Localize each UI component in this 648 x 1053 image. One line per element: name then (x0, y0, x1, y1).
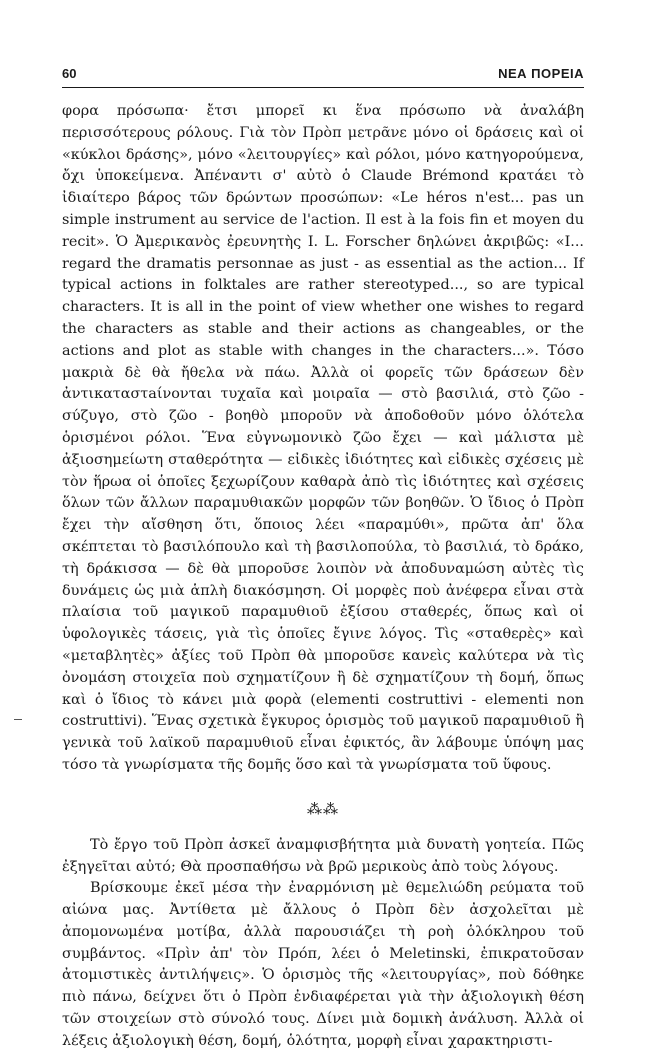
body-text (62, 101, 584, 1053)
header-rule (62, 87, 584, 88)
paragraph-2: Τὸ ἔργο τοῦ Πρὸπ ἀσκεῖ ἀναμφισβήτητα μιὰ δυνατὴ γοητεία. Πῶς ἐξηγεῖται αὐτό; Θὰ προσπαθήσω νὰ βρῶ μερικοὺς ἀπὸ τοὺς λόγους. (62, 836, 584, 875)
paragraph-3: Βρίσκουμε ἐκεῖ μέσα τὴν ἐναρμόνιση μὲ θεμελιώδη ρεύματα τοῦ αἰώνα μας. Ἀντίθετα μὲ ἄλλους ὁ Πρὸπ δὲν ἀσχολεῖται μὲ ἀπομονωμένα μοτίβα, ἀλλὰ παρουσιάζει τὴ ροὴ ὁλόκληρου τοῦ συμβάντος. «Πρὶν ἀπ' τὸν Πρόπ, λέει ὁ Meletinski, ἐπικρατοῦσαν ἀτομιστικὲς ἀντιλήψεις». Ὁ ὁρισμὸς τῆς «λειτουργίας», ποὺ δόθηκε πιὸ πάνω, δείχνει ὅτι ὁ Πρὸπ ἐνδιαφέρεται γιὰ τὴν ἀξιολογικὴ θέση τῶν στοιχείων στὸ σύνολό τους. Δίνει μιὰ δομικὴ ἀνάλυση. Ἀλλὰ οἱ λέξεις ἀξιολογικὴ θέση, δομή, ὁλότητα, μορφὴ εἶναι χαρακτηριστι- (62, 880, 584, 1049)
running-title: ΝΕΑ ΠΟΡΕΙΑ (498, 66, 584, 81)
margin-mark (14, 719, 22, 720)
section-ornament: ⁂⁂ (307, 799, 339, 818)
paragraph-1: φορα πρόσωπα· ἔτσι μπορεῖ κι ἕνα πρόσωπο νὰ ἀναλάβη περισσότερους ρόλους. Γιὰ τὸν Πρὸπ μετρᾶνε μόνο οἱ δράσεις καὶ οἱ «κύκλοι δράσης», μόνο «λειτουργίες» καὶ ρόλοι, μόνο κατηγορούμενα, ὄχι ὑποκείμενα. Ἀπέναντι σ' αὐτὸ ὁ Claude Brémond κρατάει τὸ ἰδιαίτερο βάρος τῶν δρώντων προσώπων: «Le héros n'est... pas un simple instrument au service de l'action. Il est à la fois fin et moyen du recit». Ὁ Ἀμερικανὸς ἐρευνητὴς I. L. Forscher δηλώνει ἀκριβῶς: «I... regard the dramatis personnae as just - as essential as the action... If typical actions in folktales are rather stereotyped..., so are typical characters. It is all in the point of view whether one wishes to regard the characters as stable and their actions as changeables, or the actions and plot as stable with changes in the characters...». Τόσο μακριὰ δὲ θὰ ἤθελα νὰ πάω. Ἀλλὰ οἱ φορεῖς τῶν δράσεων δὲν ἀντικαταστaίνονται τυχαῖα καὶ μοιραῖα — στὸ βασιλιά, στὸ ζῶο - σύζυγο, στὸ ζῶο - βοηθὸ μποροῦν νὰ ἀποδοθοῦν μόνο ὁλότελα ὁρισμένοι ρόλοι. Ἕνα εὐγνωμονικὸ ζῶο ἔχει — καὶ μάλιστα μὲ ἀξιοσημείωτη σταθερότητα — εἰδικὲς ἰδιότητες καὶ εἰδικὲς σχέσεις μὲ τὸν ἥρωα οἱ ὁποῖες ξεχωρίζουν καθαρὰ ἀπὸ τὶς ἰδιότητες καὶ σχέσεις ὅλων τῶν ἄλλων παραμυθιακῶν μορφῶν τῶν βοηθῶν. Ὁ ἴδιος ὁ Πρὸπ ἔχει τὴν αἴσθηση ὅτι, ὅποιος λέει «παραμύθι», πρῶτα ἀπ' ὅλα σκέπτεται τὸ βασιλόπουλο καὶ τὴ βασιλοπούλα, τὸ βασιλιά, τὸ δράκο, τὴ δράκισσα — δὲ θὰ μποροῦσε λοιπὸν νὰ ἀποδυναμώση αὐτὲς τὶς δυνάμεις ὡς μιὰ ἁπλὴ διακόσμηση. Οἱ μορφὲς ποὺ ἀνέφερα εἶναι στὰ πλαίσια τοῦ μαγικοῦ παραμυθιοῦ ἐξίσου σταθερές, ὅπως καὶ οἱ ὑφολογικὲς τάσεις, γιὰ τὶς ὁποῖες ἔγινε λόγος. Τὶς «σταθερὲς» καὶ «μεταβλητὲς» ἀξίες τοῦ Πρὸπ θὰ μποροῦσε κανεὶς καλύτερα νὰ τὶς ὀνομάση στοιχεῖα ποὺ σχηματίζουν ἢ δὲ σχηματίζουν τὴ δομή, ὅπως καὶ ὁ ἴδιος τὸ κάνει μιὰ φορὰ (elementi costruttivi - elementi non costruttivi). Ἕνας σχετικὰ ἔγκυρος ὁρισμὸς τοῦ μαγικοῦ παραμυθιοῦ ἢ γενικὰ τοῦ λαϊκοῦ παραμυθιοῦ εἶναι ἐφικτός, ἂν λάβουμε ὑπόψη μας τόσο τὰ γνωρίσματα τῆς δομῆς ὅσο καὶ τὰ γνωρίσματα τοῦ ὕφους. (62, 103, 584, 773)
page-number: 60 (62, 66, 77, 81)
page-header (62, 66, 584, 86)
